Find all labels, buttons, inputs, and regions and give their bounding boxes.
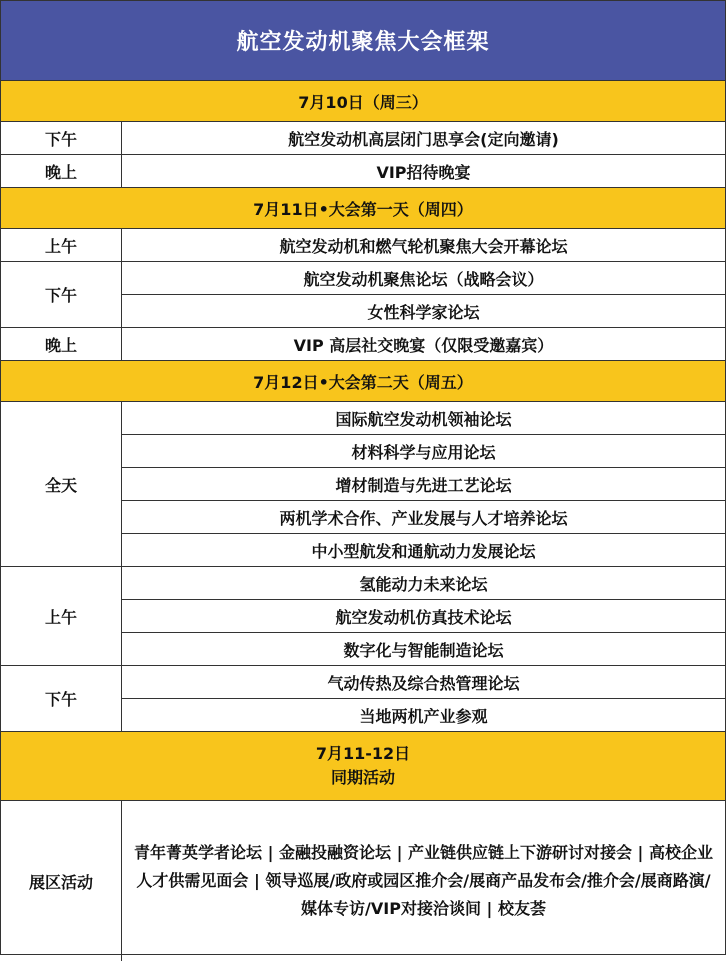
session-group <box>1 666 725 732</box>
concurrent-date: 7月11-12日 <box>315 744 411 763</box>
time-slot-label: 下午 <box>1 122 122 154</box>
event-item: VIP 高层社交晚宴（仅限受邀嘉宾） <box>293 335 554 355</box>
session-group <box>1 262 725 328</box>
session-group <box>1 122 725 155</box>
activity-description: 青年菁英学者论坛 | 金融投融资论坛 | 产业链供应链上下游研讨对接会 | 高校企业人才供需见面会 | 领导巡展/政府或园区推介会/展商产品发布会/推介会/展商路演/媒体专访/VIP对接洽谈间 | 校友荟 <box>134 843 713 918</box>
session-group <box>1 229 725 262</box>
time-slot-label: 全天 <box>1 402 122 566</box>
event-item: 航空发动机高层闭门思享会(定向邀请) <box>288 129 559 149</box>
day-header-3: 7月12日•大会第二天（周五） <box>1 361 725 402</box>
event-item: 航空发动机仿真技术论坛 <box>122 600 725 633</box>
concurrent-activities-row <box>1 801 725 961</box>
event-list <box>122 328 725 360</box>
event-item: 两机学术合作、产业发展与人才培养论坛 <box>122 501 725 534</box>
event-item: 当地两机产业参观 <box>359 706 488 726</box>
time-slot-label: 上午 <box>1 567 122 665</box>
activity-content <box>122 801 725 961</box>
page-title: 航空发动机聚焦大会框架 <box>1 1 725 81</box>
event-item: VIP招待晚宴 <box>376 162 471 182</box>
event-item: 中小型航发和通航动力发展论坛 <box>311 541 536 561</box>
time-slot-label: 晚上 <box>1 155 122 187</box>
activity-label: 展区活动 <box>1 801 122 961</box>
event-list <box>122 155 725 187</box>
event-item: 女性科学家论坛 <box>367 302 480 322</box>
event-list <box>122 229 725 261</box>
time-slot-label: 下午 <box>1 666 122 731</box>
day-header-1: 7月10日（周三） <box>1 81 725 122</box>
event-item: 材料科学与应用论坛 <box>122 435 725 468</box>
session-group <box>1 402 725 567</box>
session-group <box>1 155 725 188</box>
time-slot-label: 上午 <box>1 229 122 261</box>
concurrent-title: 同期活动 <box>330 768 395 787</box>
event-item: 气动传热及综合热管理论坛 <box>122 666 725 699</box>
event-list <box>122 666 725 731</box>
time-slot-label: 下午 <box>1 262 122 327</box>
session-group <box>1 567 725 666</box>
event-item: 氢能动力未来论坛 <box>122 567 725 600</box>
event-list <box>122 402 725 566</box>
time-slot-label: 晚上 <box>1 328 122 360</box>
event-item: 航空发动机和燃气轮机聚焦大会开幕论坛 <box>279 236 568 256</box>
day-header-2: 7月11日•大会第一天（周四） <box>1 188 725 229</box>
event-item: 航空发动机聚焦论坛（战略会议） <box>122 262 725 295</box>
event-item: 数字化与智能制造论坛 <box>343 640 504 660</box>
event-item: 国际航空发动机领袖论坛 <box>122 402 725 435</box>
event-list <box>122 567 725 665</box>
event-list <box>122 122 725 154</box>
session-group <box>1 328 725 361</box>
event-list <box>122 262 725 327</box>
concurrent-header <box>1 732 725 801</box>
event-item: 增材制造与先进工艺论坛 <box>122 468 725 501</box>
